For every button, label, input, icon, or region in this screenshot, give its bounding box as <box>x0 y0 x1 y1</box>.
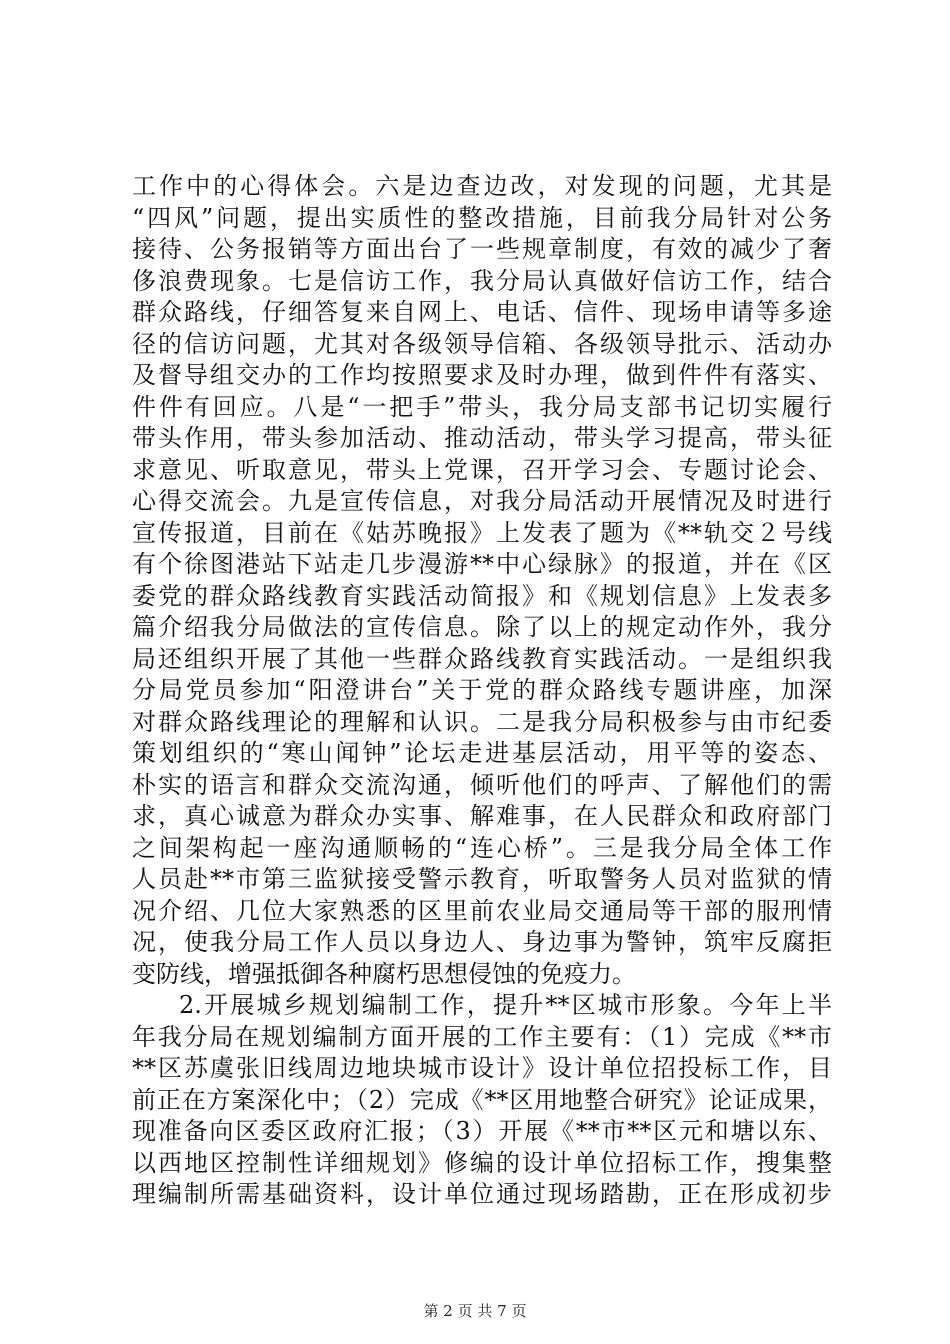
text-line: 带头作用，带头参加活动、推动活动，带头学习提高，带头征 <box>132 424 832 452</box>
text-line: 宣传报道，目前在《姑苏晚报》上发表了题为《**轨交２号线 <box>132 518 832 547</box>
text-line: 变防线，增强抵御各种腐朽思想侵蚀的免疫力。 <box>132 959 636 988</box>
text-line: 现准备向区委区政府汇报；（3）开展《**市**区元和塘以东、 <box>132 1117 832 1145</box>
text-line: 侈浪费现象。七是信访工作，我分局认真做好信访工作，结合 <box>132 266 832 295</box>
text-line: 件件有回应。八是“一把手”带头，我分局支部书记切实履行 <box>132 392 832 421</box>
text-line: 年我分局在规划编制方面开展的工作主要有：（1）完成《**市 <box>132 1022 832 1051</box>
body-text <box>132 171 832 1211</box>
text-line: 况介绍、几位大家熟悉的区里前农业局交通局等干部的服刑情 <box>132 896 832 925</box>
text-line: 有个徐图港站下站走几步漫游**中心绿脉》的报道，并在《区 <box>132 550 832 578</box>
text-line: 求，真心诚意为群众办实事、解难事，在人民群众和政府部门 <box>132 802 832 830</box>
text-line: 局还组织开展了其他一些群众路线教育实践活动。一是组织我 <box>132 644 832 673</box>
text-line: 2.开展城乡规划编制工作，提升**区城市形象。今年上半 <box>179 991 832 1019</box>
text-line: 工作中的心得体会。六是边查边改，对发现的问题，尤其是 <box>132 172 832 200</box>
text-line: 篇介绍我分局做法的宣传信息。除了以上的规定动作外，我分 <box>132 613 832 641</box>
text-line: 分局党员参加“阳澄讲台”关于党的群众路线专题讲座，加深 <box>132 676 832 704</box>
paragraph-1 <box>132 171 832 990</box>
text-line: 理编制所需基础资料，设计单位通过现场踏勘，正在形成初步 <box>132 1180 832 1208</box>
text-line: 接待、公务报销等方面出台了一些规章制度，有效的减少了奢 <box>132 235 832 263</box>
text-line: 及督导组交办的工作均按照要求及时办理，做到件件有落实、 <box>132 361 832 389</box>
text-line: 求意见、听取意见，带头上党课，召开学习会、专题讨论会、 <box>132 455 832 484</box>
paragraph-2 <box>132 990 832 1211</box>
text-line: 前正在方案深化中；（2）完成《**区用地整合研究》论证成果， <box>132 1085 832 1114</box>
text-line: 以西地区控制性详细规划》修编的设计单位招标工作，搜集整 <box>132 1148 832 1177</box>
text-line: 之间架构起一座沟通顺畅的“连心桥”。三是我分局全体工作 <box>132 833 832 862</box>
page-number-footer: 第 2 页 共 7 页 <box>423 1302 527 1320</box>
text-line: 群众路线，仔细答复来自网上、电话、信件、现场申请等多途 <box>132 298 832 326</box>
text-line: 心得交流会。九是宣传信息，对我分局活动开展情况及时进行 <box>132 487 832 515</box>
text-line: 朴实的语言和群众交流沟通，倾听他们的呼声、了解他们的需 <box>132 770 832 799</box>
text-line: 人员赴**市第三监狱接受警示教育，听取警务人员对监狱的情 <box>132 865 832 893</box>
text-line: **区苏虞张旧线周边地块城市设计》设计单位招投标工作，目 <box>132 1054 832 1082</box>
text-line: “四风”问题，提出实质性的整改措施，目前我分局针对公务 <box>132 203 832 232</box>
text-line: 委党的群众路线教育实践活动简报》和《规划信息》上发表多 <box>132 581 832 610</box>
text-line: 策划组织的“寒山闻钟”论坛走进基层活动，用平等的姿态、 <box>132 739 832 767</box>
text-line: 况，使我分局工作人员以身边人、身边事为警钟，筑牢反腐拒 <box>132 928 832 956</box>
text-line: 径的信访问题，尤其对各级领导信箱、各级领导批示、活动办 <box>132 329 832 358</box>
text-line: 对群众路线理论的理解和认识。二是我分局积极参与由市纪委 <box>132 707 832 736</box>
